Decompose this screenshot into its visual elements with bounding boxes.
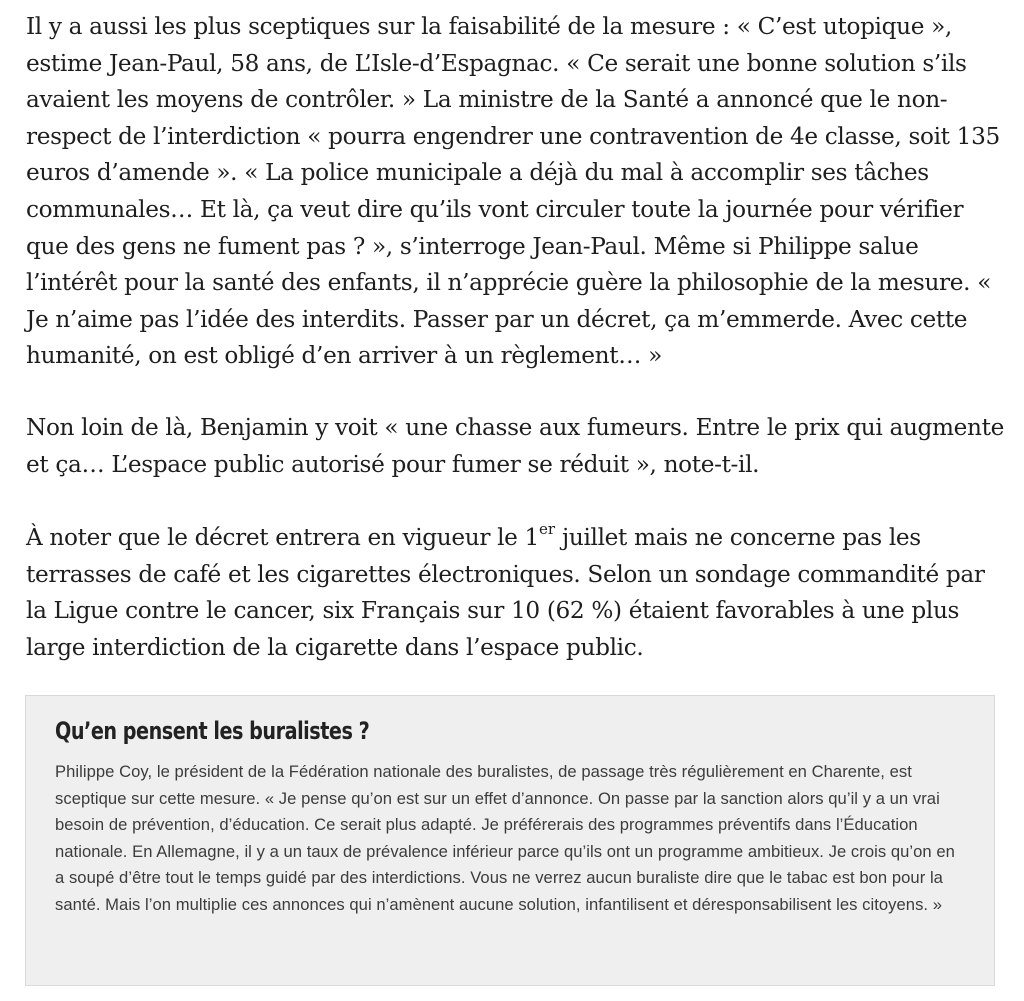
ordinal-superscript: er	[538, 520, 555, 539]
article-body	[26, 9, 1006, 667]
sidebar-box	[25, 695, 995, 986]
paragraph-text: juillet mais ne concerne pas les terrasses de café et les cigarettes électroniques. Selon un sondage commandité par la Ligue contre le cancer, six Français sur 10 (62 %) étaient favorables à une plus large interdiction de la cigarette dans l’espace public.	[26, 524, 985, 661]
article-paragraph: Il y a aussi les plus sceptiques sur la faisabilité de la mesure : « C’est utopique », estime Jean-Paul, 58 ans, de L’Isle-d’Espagnac. « Ce serait une bonne solution s’ils avaient les moyens de contrôler. » La ministre de la Santé a annoncé que le non-respect de l’interdiction « pourra engendrer une contravention de 4e classe, soit 135 euros d’amende ». « La police municipale a déjà du mal à accomplir ses tâches communales… Et là, ça veut dire qu’ils vont circuler toute la journée pour vérifier que des gens ne fument pas ? », s’interroge Jean-Paul. Même si Philippe salue l’intérêt pour la santé des enfants, il n’apprécie guère la philosophie de la mesure. « Je n’aime pas l’idée des interdits. Passer par un décret, ça m’emmerde. Avec cette humanité, on est obligé d’en arriver à un règlement… »	[26, 13, 1000, 370]
article-paragraph: Non loin de là, Benjamin y voit « une chasse aux fumeurs. Entre le prix qui augmente et ça… L’espace public autorisé pour fumer se réduit », note-t-il.	[26, 413, 1004, 478]
paragraph-text: À noter que le décret entrera en vigueur le 1	[26, 524, 539, 552]
sidebar-box-title: Qu’en pensent les buralistes ?	[55, 717, 370, 745]
sidebar-box-text: Philippe Coy, le président de la Fédération nationale des buralistes, de passage très régulièrement en Charente, est sceptique sur cette mesure. « Je pense qu’on est sur un effet d’annonce. On passe par la sanction alors qu’il y a un vrai besoin de prévention, d’éducation. Ce serait plus adapté. Je préférerais des programmes préventifs dans l’Éducation nationale. En Allemagne, il y a un taux de prévalence inférieur parce qu’ils ont un programme ambitieux. Je crois qu’on en a soupé d’être tout le temps guidé par des interdictions. Vous ne verrez aucun buraliste dire que le tabac est bon pour la santé. Mais l’on multiplie ces annonces qui n’amènent aucune solution, infantilisent et déresponsabilisent les citoyens. »	[55, 762, 955, 914]
article-paragraph	[26, 520, 1006, 666]
